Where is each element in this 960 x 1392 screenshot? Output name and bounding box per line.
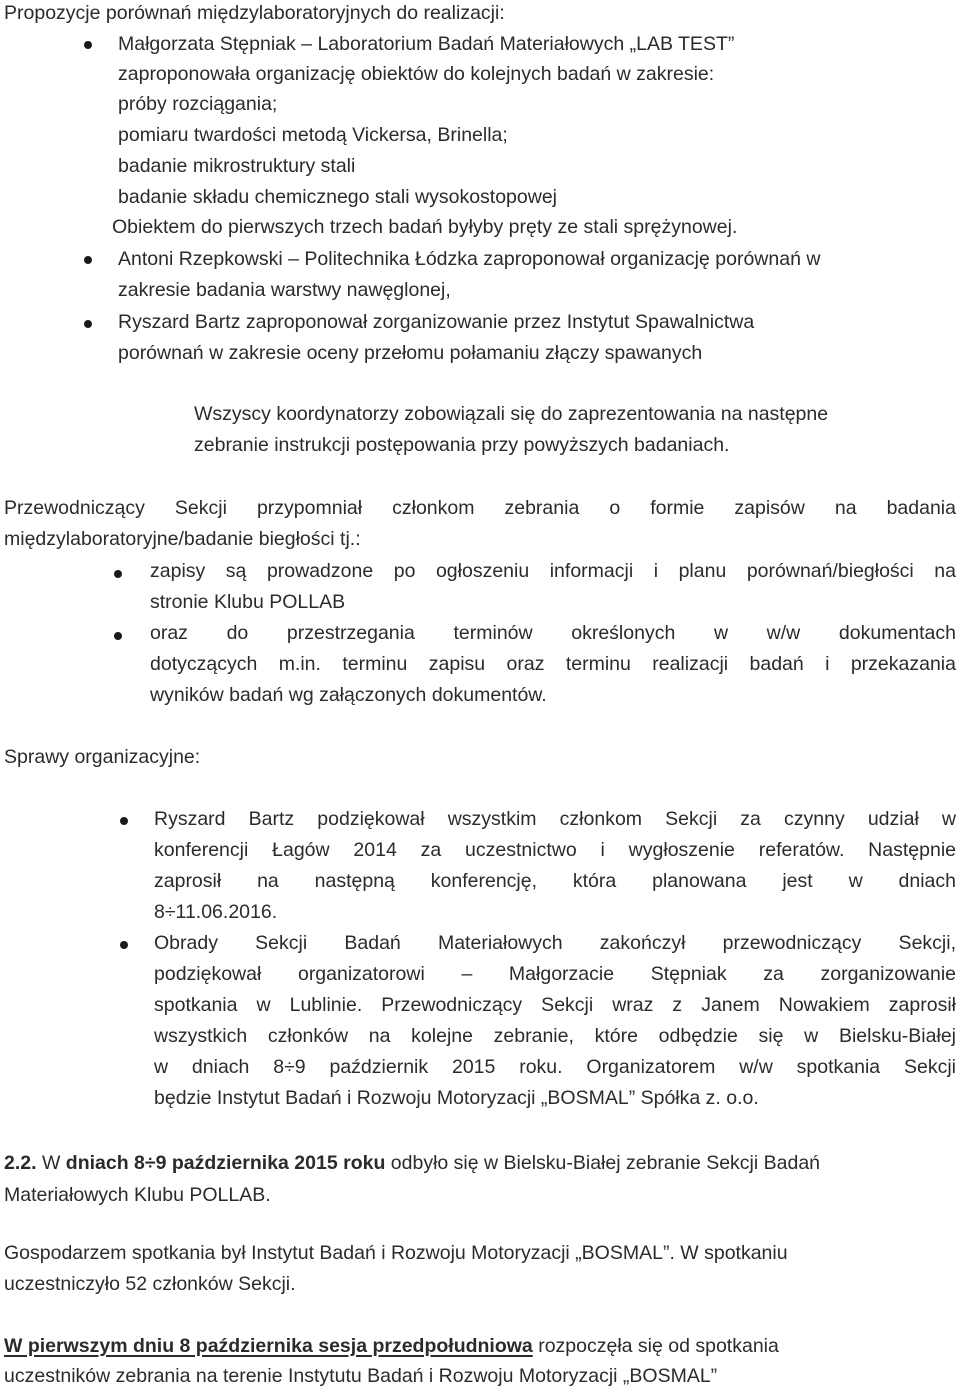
org-item-2-line-6: będzie Instytut Badań i Rozwoju Motoryzacji „BOSMAL” Spółka z. o.o. — [154, 1087, 759, 1109]
registration-rule-2-line-2: dotyczących m.in. terminu zapisu oraz terminu realizacji badań i przekazania — [150, 653, 956, 675]
org-item-1-line-1: Ryszard Bartz podziękował wszystkim członkom Sekcji za czynny udział w — [154, 808, 956, 830]
section-number: 2.2. — [4, 1152, 37, 1174]
proposals-heading: Propozycje porównań międzylaboratoryjnych do realizacji: — [4, 2, 505, 24]
org-item-2-line-2: podziękował organizatorowi – Małgorzacie Stępniak za zorganizowanie — [154, 963, 956, 985]
proposal-1-line-1: Małgorzata Stępniak – Laboratorium Badań Materiałowych „LAB TEST” — [118, 33, 735, 55]
org-item-2-line-3: spotkania w Lublinie. Przewodniczący Sekcji wraz z Janem Nowakiem zaprosił — [154, 994, 956, 1016]
proposal-1-line-3: próby rozciągania; — [118, 93, 278, 115]
session-paragraph-line-2: uczestników zebrania na terenie Instytutu Badań i Rozwoju Motoryzacji „BOSMAL” — [4, 1365, 718, 1387]
proposal-1-line-4: pomiaru twardości metodą Vickersa, Brinella; — [118, 124, 508, 146]
proposal-1-line-6: badanie składu chemicznego stali wysokostopowej — [118, 186, 557, 208]
org-item-1-line-3: zaprosił na następną konferencję, która planowana jest w dniach — [154, 870, 956, 892]
session-paragraph-line-1: W pierwszym dniu 8 października sesja przedpołudniowa rozpoczęła się od spotkania — [4, 1335, 779, 1357]
bullet-icon — [120, 941, 128, 949]
organizational-heading: Sprawy organizacyjne: — [4, 746, 201, 768]
bullet-icon — [84, 320, 92, 328]
proposal-2-line-2: zakresie badania warstwy nawęglonej, — [118, 279, 451, 301]
org-item-2-line-4: wszystkich członków na kolejne zebranie, które odbędzie się w Bielsku-Białej — [154, 1025, 956, 1047]
registration-rule-1-line-1: zapisy są prowadzone po ogłoszeniu informacji i planu porównań/biegłości na — [150, 560, 956, 582]
meeting-paragraph-line-1: 2.2. W dniach 8÷9 października 2015 roku odbyło się w Bielsku-Białej zebranie Sekcji Badań — [4, 1152, 821, 1174]
bullet-icon — [114, 570, 122, 578]
proposal-3-line-1: Ryszard Bartz zaproponował zorganizowanie przez Instytut Spawalnictwa — [118, 311, 755, 333]
proposal-1-line-5: badanie mikrostruktury stali — [118, 155, 356, 177]
org-item-2-line-5: w dniach 8÷9 październik 2015 roku. Organizatorem w/w spotkania Sekcji — [154, 1056, 956, 1078]
host-paragraph-line-2: uczestniczyło 52 członków Sekcji. — [4, 1273, 296, 1295]
org-item-1-line-4: 8÷11.06.2016. — [154, 901, 278, 923]
proposal-1-line-2: zaproponowała organizację obiektów do kolejnych badań w zakresie: — [118, 63, 715, 85]
registration-rule-2-line-1: oraz do przestrzegania terminów określonych w w/w dokumentach — [150, 622, 956, 644]
coordinators-line-1: Wszyscy koordynatorzy zobowiązali się do zaprezentowania na następne — [194, 403, 829, 425]
first-day-session: W pierwszym dniu 8 października sesja przedpołudniowa — [4, 1335, 533, 1357]
meeting-dates: dniach 8÷9 października 2015 roku — [65, 1152, 386, 1174]
proposal-2-line-1: Antoni Rzepkowski – Politechnika Łódzka zaproponował organizację porównań w — [118, 248, 821, 270]
bullet-icon — [84, 256, 92, 264]
registration-intro-line-2: międzylaboratoryjne/badanie biegłości tj.: — [4, 528, 361, 550]
meeting-paragraph-line-2: Materiałowych Klubu POLLAB. — [4, 1184, 271, 1206]
registration-rule-1-line-2: stronie Klubu POLLAB — [150, 591, 346, 613]
org-item-2-line-1: Obrady Sekcji Badań Materiałowych zakończył przewodniczący Sekcji, — [154, 932, 956, 954]
registration-intro-line-1: Przewodniczący Sekcji przypomniał członkom zebrania o formie zapisów na badania — [4, 497, 956, 519]
host-paragraph-line-1: Gospodarzem spotkania był Instytut Badań i Rozwoju Motoryzacji „BOSMAL”. W spotkaniu — [4, 1242, 788, 1264]
proposal-3-line-2: porównań w zakresie oceny przełomu połamaniu złączy spawanych — [118, 342, 703, 364]
bullet-icon — [84, 41, 92, 49]
registration-rule-2-line-3: wyników badań wg załączonych dokumentów. — [150, 684, 547, 706]
bullet-icon — [120, 817, 128, 825]
coordinators-line-2: zebranie instrukcji postępowania przy powyższych badaniach. — [194, 434, 730, 456]
proposal-1-line-7: Obiektem do pierwszych trzech badań byłyby pręty ze stali sprężynowej. — [112, 216, 738, 238]
bullet-icon — [114, 632, 122, 640]
org-item-1-line-2: konferencji Łagów 2014 za uczestnictwo i wygłoszenie referatów. Następnie — [154, 839, 956, 861]
